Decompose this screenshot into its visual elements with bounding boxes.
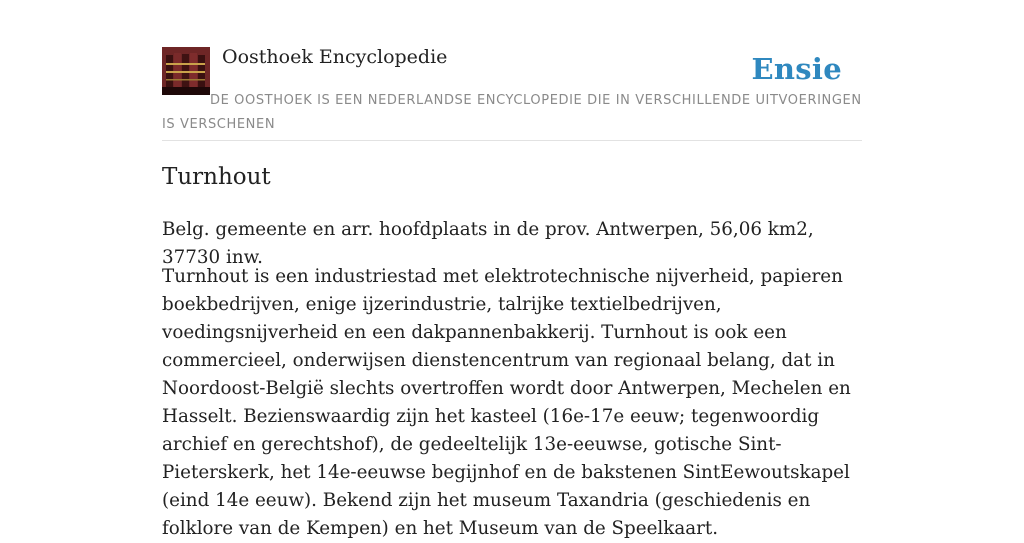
article-paragraph-body: Turnhout is een industriestad met elektrotechnische nijverheid, papieren boekbedrijven, enige ijzerindustrie, talrijke textielbedrijven, voedingsnijverheid en een dakpannenbakkerij. Turnhout is ook een commercieel, onderwijsen dienstencentrum van regionaal belang, dat in Noordoost-België slechts overtroffen wordt door Antwerpen, Mechelen en Hasselt. Bezienswaardig zijn het kasteel (16e-17e eeuw; tegenwoordig archief en gerechtshof), de gedeeltelijk 13e-eeuwse, gotische Sint-Pieterskerk, het 14e-eeuwse begijnhof en de bakstenen SintEewoutskapel (eind 14e eeuw). Bekend zijn het museum Taxandria (geschiedenis en folklore van de Kempen) en het Museum van de Speelkaart. <box>162 266 851 539</box>
ensie-logo[interactable]: Ensie <box>751 52 842 86</box>
site-header <box>162 0 862 141</box>
page-container <box>162 0 862 539</box>
article-title: Turnhout <box>162 164 271 190</box>
encyclopedia-books-icon[interactable] <box>162 47 210 95</box>
site-tagline: DE OOSTHOEK IS EEN NEDERLANDSE ENCYCLOPEDIE DIE IN VERSCHILLENDE UITVOERINGEN IS VERSCHENEN <box>162 93 862 132</box>
site-title[interactable]: Oosthoek Encyclopedie <box>222 46 448 68</box>
article-paragraph-intro: Belg. gemeente en arr. hoofdplaats in de prov. Antwerpen, 56,06 km2, 37730 inw. <box>162 219 814 268</box>
